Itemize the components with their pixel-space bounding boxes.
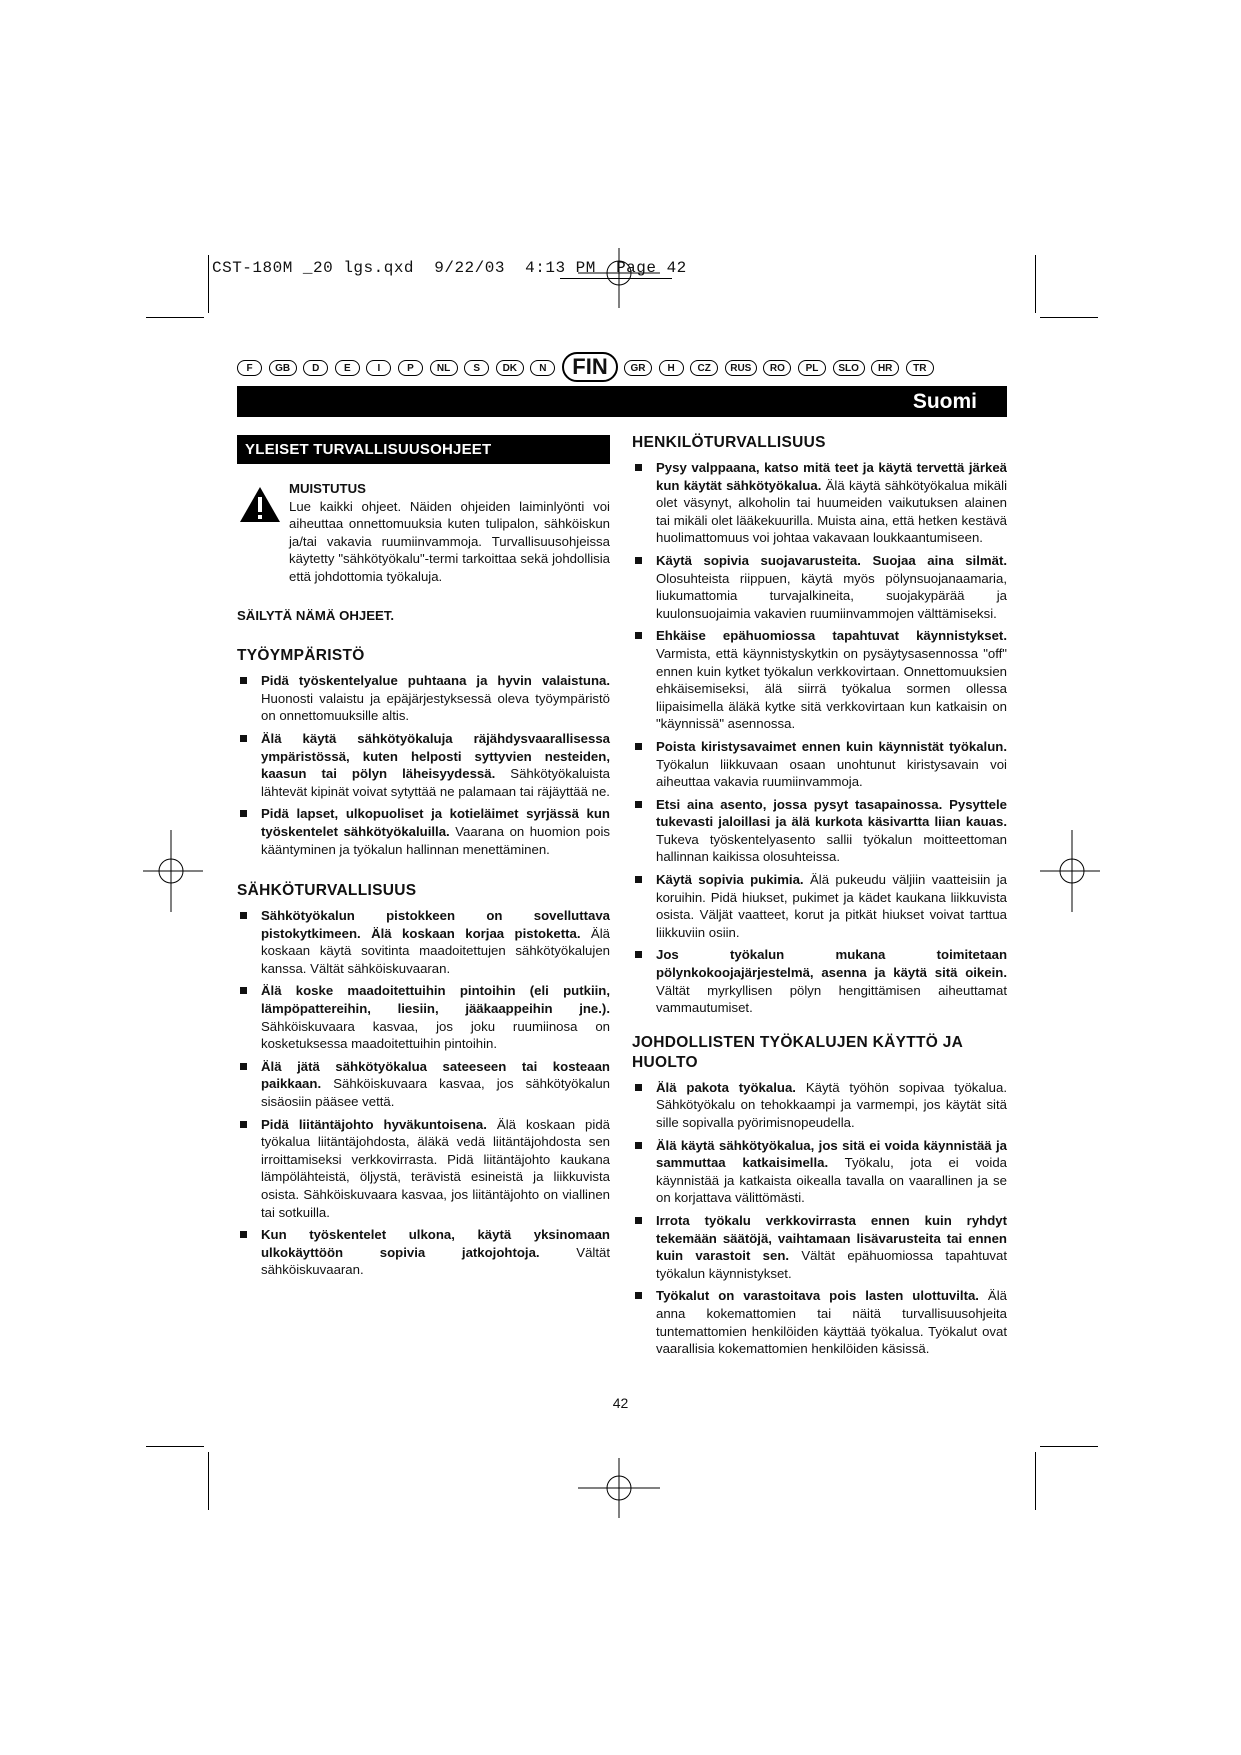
crop-mark [208, 255, 209, 313]
section-heading-general: YLEISET TURVALLISUUSOHJEET [237, 435, 610, 464]
bullet-item-lead: Älä käytä sähkötyökalua, jos sitä ei voida käynnistää ja sammuttaa katkaisimella. [656, 1137, 1007, 1171]
section-heading-work-area: TYÖYMPÄRISTÖ [237, 647, 365, 665]
language-slo: SLO [833, 360, 865, 376]
right-column [632, 433, 1007, 1358]
left-column [237, 435, 610, 1279]
registration-mark-left [143, 830, 203, 912]
language-i: I [366, 360, 391, 376]
bullet-item-lead: Etsi aina asento, jossa pysyt tasapainossa. Pysyttele tukevasti jaloillasi ja älä kurkota käsivartta liian kauas. [656, 796, 1007, 830]
language-hr: HR [871, 360, 899, 376]
bullet-item-lead: Älä koske maadoitettuihin pintoihin (eli putkiin, lämpöpattereihin, liesiin, jääkaappeihin jne.). [261, 983, 610, 1017]
bullet-item-lead: Pidä työskentelyalue puhtaana ja hyvin valaistuna. [261, 673, 610, 689]
warning-text: Lue kaikki ohjeet. Näiden ohjeiden laiminlyönti voi aiheuttaa onnettomuuksia kuten tulipalon, sähköiskun ja/tai vakavia ruumiinvammoja. Turvallisuusohjeissa käytetty "sähkötyökalu"-termi tarkoittaa sekä johdollisia että johdottomia työkaluja. [289, 498, 610, 584]
bullet-item [237, 1226, 610, 1279]
language-nl: NL [430, 360, 458, 376]
section-heading-electrical: SÄHKÖTURVALLISUUS [237, 882, 417, 900]
bullet-item [632, 738, 1007, 791]
crop-mark [146, 317, 204, 318]
language-p: P [398, 360, 423, 376]
bullet-item [632, 552, 1007, 622]
bullet-item [632, 796, 1007, 866]
bullet-item-text: Vaarana on huomion pois kääntyminen ja työkalun hallinnan menettäminen. [261, 823, 610, 857]
crop-mark [1035, 255, 1036, 313]
bullet-item-lead: Työkalut on varastoitava pois lasten ulottuvilta. [656, 1288, 979, 1304]
bullet-item [632, 459, 1007, 547]
bullet-item [237, 982, 610, 1052]
registration-mark-right [1040, 830, 1100, 912]
bullet-item [632, 627, 1007, 733]
bullet-item-lead: Ehkäise epähuomiossa tapahtuvat käynnistykset. [656, 628, 1007, 644]
bullet-item-text: Työkalun liikkuvaan osaan unohtunut kiristysavain voi aiheuttaa vakavia ruumiinvammoja. [656, 756, 1007, 790]
bullet-item-text: Sähkötyökaluista lähtevät kipinät voivat sytyttää ne palamaan tai räjäyttää ne. [261, 766, 610, 799]
bullet-item-lead: Poista kiristysavaimet ennen kuin käynnistät työkalun. [656, 738, 1007, 754]
crop-mark [1040, 1446, 1098, 1447]
language-gb: GB [269, 360, 297, 376]
bullet-item [237, 1058, 610, 1111]
bullet-item-text: Sähköiskuvaara kasvaa, jos joku ruumiinosa on kosketuksessa maadoitettuihin pintoihin. [261, 1018, 610, 1052]
section-heading-tool-use: JOHDOLLISTEN TYÖKALUJEN KÄYTTÖ JA HUOLTO [632, 1033, 963, 1071]
bullet-item-text: Työkalu, jota ei voida käynnistää ja katkaista oikealla tavalla on vaarallinen ja se on korjattava välittömästi. [656, 1155, 1007, 1206]
bullet-item-text: Älä koskaan pidä työkalua liitäntäjohdosta, äläkä vedä liitäntäjohdosta sen irroittamiseksi verkkovirrasta. Pidä liitäntäjohto kaukana lämpölähteistä, öljystä, terävistä esineistä ja liikkuvista osista. Sähköiskuvaara kasvaa, jos liitäntäjohto on viallinen tai sotkuilla. [261, 1116, 610, 1220]
bullet-item-lead: Kun työskentelet ulkona, käytä yksinomaan ulkokäyttöön sopivia jatkojohtoja. [261, 1227, 610, 1260]
bullet-item-lead: Pysy valppaana, katso mitä teet ja käytä tervettä järkeä kun käytät sähkötyökalua. [656, 460, 1007, 493]
bullet-item-text: Käytä työhön sopivaa työkalua. Sähkötyökalu on tehokkaampi ja varmempi, jos käytät sitä sille sopivalla pyörimisnopeudella. [656, 1079, 1007, 1130]
page-number: 42 [612, 1395, 629, 1411]
bullet-item [237, 1116, 610, 1222]
language-s: S [464, 360, 489, 376]
tool-use-list [632, 1079, 1007, 1358]
warning-title: MUISTUTUS [289, 481, 366, 496]
language-bar [237, 352, 1007, 386]
file-slug: CST-180M _20 lgs.qxd 9/22/03 4:13 PM Page 42 [212, 259, 687, 277]
bullet-item [237, 907, 610, 977]
language-f: F [237, 360, 262, 376]
crop-mark [208, 1452, 209, 1510]
language-d: D [303, 360, 328, 376]
bullet-item-lead: Pidä liitäntäjohto hyväkuntoisena. [261, 1116, 487, 1132]
page-title-bar [237, 386, 1007, 417]
bullet-item-lead: Käytä sopivia suojavarusteita. Suojaa aina silmät. [656, 552, 1007, 568]
warning-block [237, 480, 610, 586]
personal-list [632, 459, 1007, 1017]
language-e: E [335, 360, 360, 376]
bullet-item-text: Tukeva työskentelyasento sallii työkalun moitteettoman hallinnan kaikissa olosuhteissa. [656, 831, 1007, 865]
bullet-item-text: Vältät epähuomiossa tapahtuvat työkalun käynnistykset. [656, 1248, 1007, 1281]
bullet-item [632, 1137, 1007, 1207]
bullet-item [237, 805, 610, 858]
bullet-item-text: Varmista, että käynnistyskytkin on pysäytysasennossa "off" ennen kuin kytket työkalun verkkovirtaan. Onnettomuuksien ehkäisemiseksi, älä siirrä työkalua sormen ollessa liipaisimella äläkä kytke sitä verkkovirtaan kun katkaisin on "käynnissä" asennossa. [656, 645, 1007, 732]
bullet-item-text: Sähköiskuvaara kasvaa, jos sähkötyökalun sisäosiin pääsee vettä. [261, 1076, 610, 1110]
language-n: N [530, 360, 555, 376]
language-gr: GR [624, 360, 652, 376]
bullet-item [632, 1079, 1007, 1132]
bullet-item [237, 730, 610, 800]
language-pl: PL [798, 360, 826, 376]
bullet-item-text: Vältät sähköiskuvaaran. [261, 1244, 611, 1278]
crop-mark [1040, 317, 1098, 318]
registration-mark-bottom [578, 1458, 660, 1518]
bullet-item [632, 1287, 1007, 1357]
slug-underline [560, 278, 672, 279]
bullet-item-text: Älä anna kokemattomien tai näitä turvallisuusohjeita tuntemattomien henkilöiden käyttää työkalua. Työkalut ovat vaarallisia kokemattomien henkilöiden käsissä. [656, 1288, 1007, 1357]
bullet-item-text: Älä pukeudu väljiin vaatteisiin ja koruihin. Pidä hiukset, pukimet ja kädet kaukana liikkuvista osista. Väljät vaatteet, korut ja pitkät hiukset voivat tarttua liikkuviin osiin. [656, 872, 1008, 940]
language-rus: RUS [725, 360, 757, 376]
bullet-item-lead: Irrota työkalu verkkovirrasta ennen kuin ryhdyt tekemään säätöjä, vaihtamaan lisävarusteita tai ennen kuin varastoit sen. [656, 1212, 1007, 1264]
crop-mark [146, 1446, 204, 1447]
language-tr: TR [906, 360, 934, 376]
bullet-item-text: Olosuhteista riippuen, käytä myös pölynsuojanaamaria, liukumattomia turvajalkineita, suojakypärää ja kuulonsuojaimia vakavien ruumiinvammojen välttämiseksi. [656, 570, 1007, 621]
bullet-item-lead: Pidä lapset, ulkopuoliset ja kotieläimet syrjässä kun työskentelet sähkötyökaluilla. [261, 806, 610, 839]
page-title: Suomi [912, 390, 977, 413]
save-instructions: SÄILYTÄ NÄMÄ OHJEET. [237, 607, 395, 623]
language-h: H [659, 360, 684, 376]
work-area-list [237, 672, 610, 858]
bullet-item [632, 871, 1007, 941]
bullet-item [632, 1212, 1007, 1282]
electrical-list [237, 907, 610, 1279]
warning-icon [239, 485, 281, 523]
language-ro: RO [763, 360, 791, 376]
language-cz: CZ [690, 360, 718, 376]
bullet-item-lead: Käytä sopivia pukimia. [656, 872, 804, 888]
language-dk: DK [496, 360, 524, 376]
language-fin: FIN [562, 352, 618, 382]
bullet-item-text: Huonosti valaistu ja epäjärjestyksessä oleva työympäristö on onnettomuuksille altis. [261, 690, 610, 724]
bullet-item-text: Vältät myrkyllisen pölyn hengittämisen aiheuttamat vammautumiset. [656, 982, 1007, 1016]
crop-mark [1035, 1452, 1036, 1510]
bullet-item-text: Älä käytä sähkötyökalua mikäli olet väsynyt, alkoholin tai huumeiden vaikutuksen alainen tai mikäli olet lääkekuurilla. Muista aina, että hetken kestävä huolimattomuus voi johtaa vakavaan loukkaantumiseen. [656, 477, 1007, 546]
bullet-item-lead: Älä käytä sähkötyökaluja räjähdysvaarallisessa ympäristössä, kuten helposti syttyvien nesteiden, kaasun tai pölyn läheisyydessä. [261, 730, 610, 782]
bullet-item-text: Älä koskaan käytä sovitinta maadoitettujen sähkötyökalujen kanssa. Vältät sähköiskuvaaran. [261, 925, 610, 976]
bullet-item-lead: Jos työkalun mukana toimitetaan pölynkokoojajärjestelmä, asenna ja käytä sitä oikein. [656, 947, 1007, 981]
bullet-item-lead: Älä pakota työkalua. [656, 1079, 796, 1095]
bullet-item-lead: Sähkötyökalun pistokkeen on sovelluttava pistokytkimeen. Älä koskaan korjaa pistoketta. [261, 908, 610, 941]
bullet-item [632, 946, 1007, 1016]
section-heading-personal: HENKILÖTURVALLISUUS [632, 434, 826, 451]
bullet-item-lead: Älä jätä sähkötyökalua sateeseen tai kosteaan paikkaan. [261, 1058, 610, 1092]
bullet-item [237, 672, 610, 725]
